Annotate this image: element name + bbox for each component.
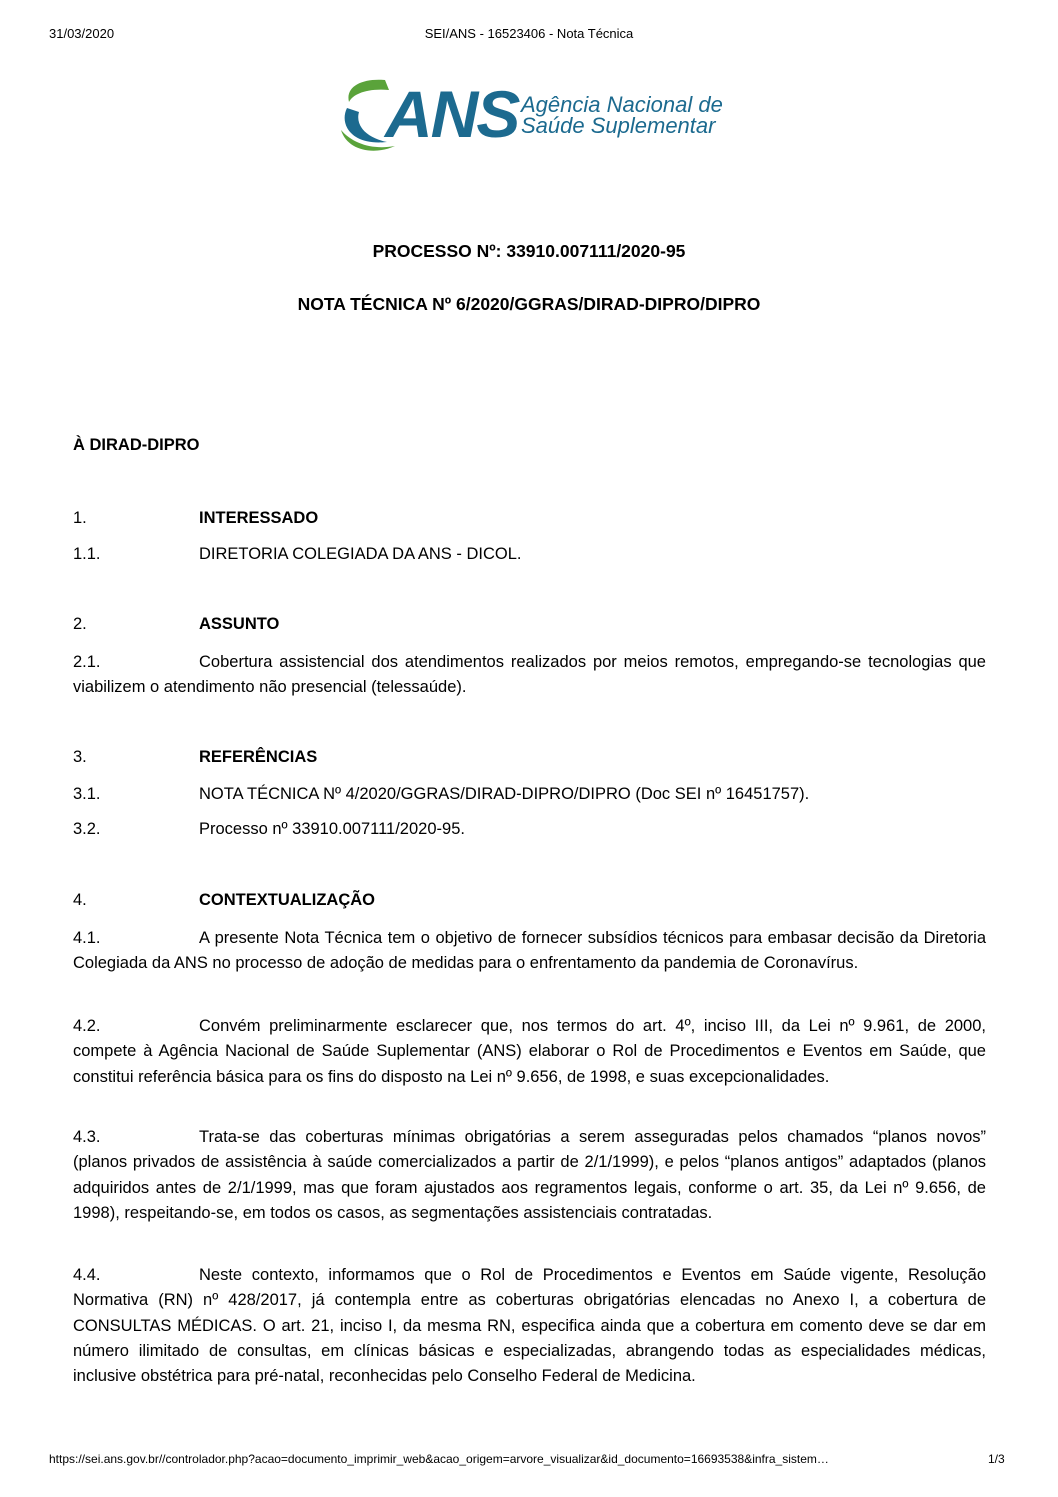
item-4-2-number: 4.2. xyxy=(73,1017,101,1035)
item-4-2-paragraph xyxy=(73,1014,986,1090)
item-1-1-number: 1.1. xyxy=(73,545,101,563)
item-2-1-number: 2.1. xyxy=(73,653,101,671)
print-header-title: SEI/ANS - 16523406 - Nota Técnica xyxy=(424,26,634,41)
print-date: 31/03/2020 xyxy=(49,26,115,41)
item-4-1-number: 4.1. xyxy=(73,929,101,947)
item-4-3-text: Trata-se das coberturas mínimas obrigatórias a serem asseguradas pelos chamados “planos novos” (planos privados de assistência à saúde comercializados a partir de 2/1/1999), e pelos “planos antigos” adaptados (planos adquiridos antes de 2/1/1999, mas que foram ajustados aos regramentos legais, conforme o art. 35, da Lei nº 9.656, de 1998), respeitando-se, em todos os casos, as segmentações assistenciais contratadas. xyxy=(73,1128,986,1222)
section-3-title: REFERÊNCIAS xyxy=(199,748,318,766)
ans-logo-mark: ANS xyxy=(385,77,519,151)
section-2-title: ASSUNTO xyxy=(199,615,280,633)
item-3-2-text: Processo nº 33910.007111/2020-95. xyxy=(199,820,465,838)
item-2-1-text: Cobertura assistencial dos atendimentos realizados por meios remotos, empregando-se tecnologias que viabilizem o atendimento não presencial (telessaúde). xyxy=(73,653,986,697)
item-4-4-number: 4.4. xyxy=(73,1266,101,1284)
item-4-3-number: 4.3. xyxy=(73,1128,101,1146)
source-url-link[interactable]: https://sei.ans.gov.br//controlador.php?acao=documento_imprimir_web&acao_origem=arvore_visualizar&id_documento=16693538&infra_sistem… xyxy=(49,1452,829,1466)
section-4-title: CONTEXTUALIZAÇÃO xyxy=(199,891,375,909)
recipient: À DIRAD-DIPRO xyxy=(73,436,200,454)
page-number: 1/3 xyxy=(988,1452,1005,1466)
section-1-number: 1. xyxy=(73,509,87,527)
ans-logo-line1: Agência Nacional de xyxy=(521,92,723,117)
item-1-1-text: DIRETORIA COLEGIADA DA ANS - DICOL. xyxy=(199,545,522,563)
section-2-number: 2. xyxy=(73,615,87,633)
section-3-number: 3. xyxy=(73,748,87,766)
item-3-2-number: 3.2. xyxy=(73,820,101,838)
item-3-1-number: 3.1. xyxy=(73,785,101,803)
item-4-1-paragraph xyxy=(73,926,986,977)
item-3-1-text: NOTA TÉCNICA Nº 4/2020/GGRAS/DIRAD-DIPRO/DIPRO (Doc SEI nº 16451757). xyxy=(199,785,810,803)
processo-title: PROCESSO Nº: 33910.007111/2020-95 xyxy=(372,241,686,261)
item-4-4-paragraph xyxy=(73,1263,986,1389)
item-4-3-paragraph xyxy=(73,1125,986,1226)
section-1-title: INTERESSADO xyxy=(199,509,319,527)
ans-logo-agency-name xyxy=(521,94,723,136)
item-4-2-text: Convém preliminarmente esclarecer que, nos termos do art. 4º, inciso III, da Lei nº 9.961, de 2000, compete à Agência Nacional de Saúde Suplementar (ANS) elaborar o Rol de Procedimentos e Eventos em Saúde, que constitui referência básica para os fins do disposto na Lei nº 9.656, de 1998, e suas excepcionalidades. xyxy=(73,1017,986,1086)
section-4-number: 4. xyxy=(73,891,87,909)
ans-logo-line2: Saúde Suplementar xyxy=(521,113,716,138)
nota-title: NOTA TÉCNICA Nº 6/2020/GGRAS/DIRAD-DIPRO/DIPRO xyxy=(297,294,761,314)
item-4-1-text: A presente Nota Técnica tem o objetivo de fornecer subsídios técnicos para embasar decisão da Diretoria Colegiada da ANS no processo de adoção de medidas para o enfrentamento da pandemia de Coronavírus. xyxy=(73,929,986,973)
ans-logo xyxy=(333,72,733,154)
item-4-4-text: Neste contexto, informamos que o Rol de Procedimentos e Eventos em Saúde vigente, Resolução Normativa (RN) nº 428/2017, já contempla entre as coberturas obrigatórias elencadas no Anexo I, a cobertura de CONSULTAS MÉDICAS. O art. 21, inciso I, da mesma RN, especifica ainda que a cobertura em comento deve se dar em número ilimitado de consultas, em clínicas básicas e especializadas, abrangendo todas as especialidades médicas, inclusive obstétrica para pré-natal, reconhecidas pelo Conselho Federal de Medicina. xyxy=(73,1266,986,1386)
item-2-1-paragraph xyxy=(73,650,986,701)
